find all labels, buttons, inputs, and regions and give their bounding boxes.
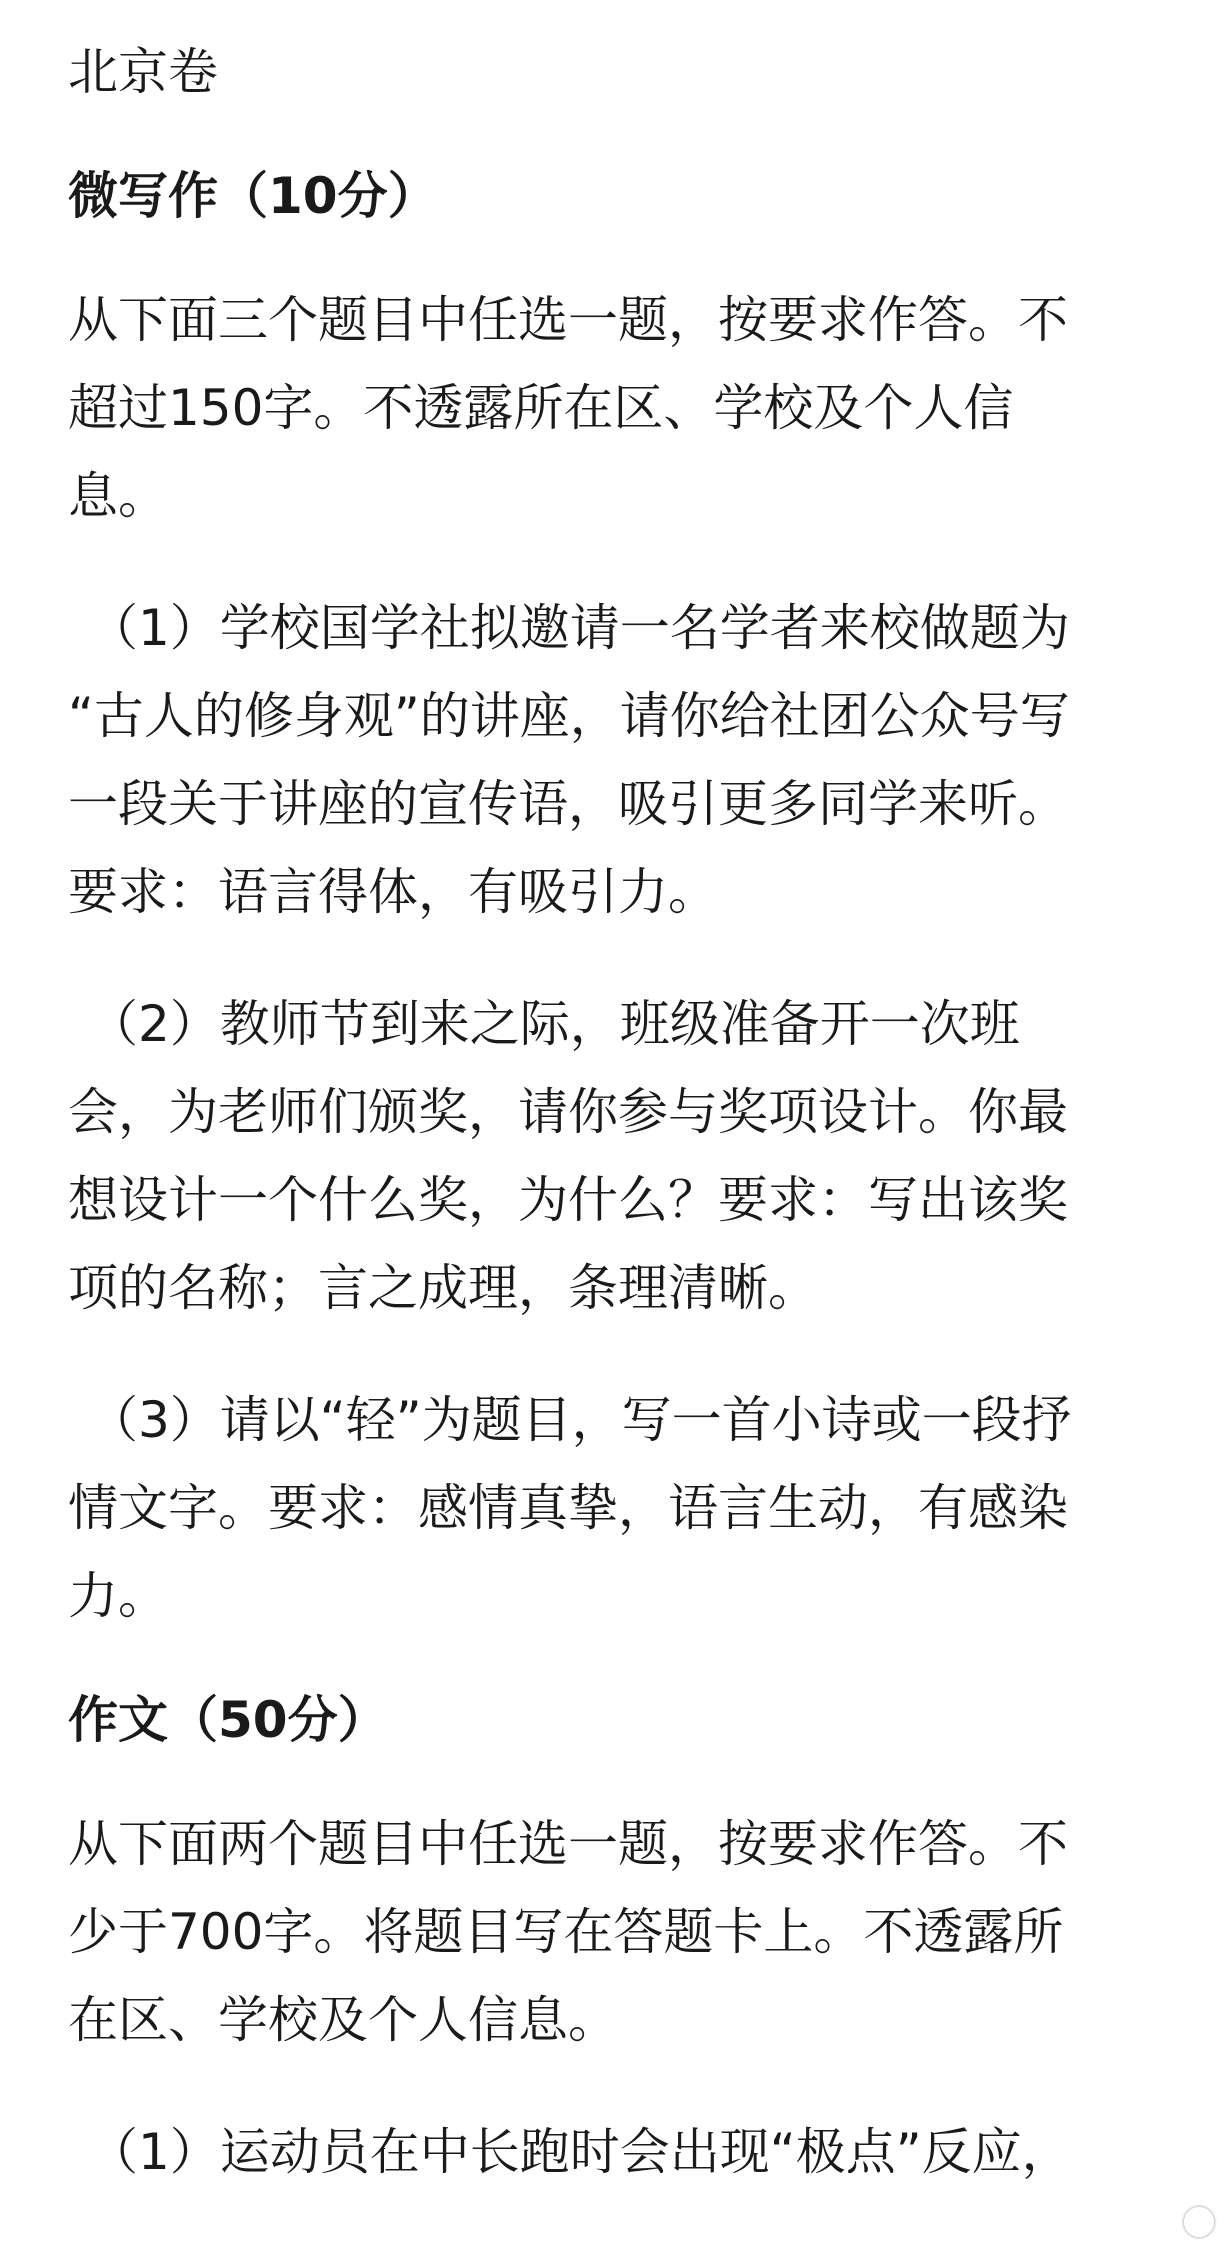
text-line: （3）请以“轻”为题目，写一首小诗或一段抒	[88, 1391, 1072, 1449]
text-line: 在区、学校及个人信息。	[68, 1991, 618, 2049]
text-line: 超过150字。不透露所在区、学校及个人信	[68, 379, 1014, 437]
text-line: 情文字。要求：感情真挚，语言生动，有感染	[68, 1479, 1068, 1537]
watermark	[1184, 2207, 1214, 2237]
text-line: 少于700字。将题目写在答题卡上。不透露所	[68, 1903, 1064, 1961]
text-line: 项的名称；言之成理，条理清晰。	[68, 1259, 818, 1317]
text-line: （1）学校国学社拟邀请一名学者来校做题为	[88, 599, 1070, 657]
text-line: 从下面两个题目中任选一题，按要求作答。不	[68, 1815, 1068, 1873]
micro-question-3	[68, 1376, 1170, 1640]
text-line: 一段关于讲座的宣传语，吸引更多同学来听。	[68, 775, 1068, 833]
text-line: （2）教师节到来之际，班级准备开一次班	[88, 995, 1020, 1053]
micro-question-1	[68, 584, 1170, 936]
text-line: 想设计一个什么奖，为什么？要求：写出该奖	[68, 1171, 1068, 1229]
text-line: （1）运动员在中长跑时会出现“极点”反应，	[88, 2123, 1072, 2181]
micro-writing-instructions	[68, 276, 1170, 540]
document-title: 北京卷	[68, 43, 218, 101]
text-line: 息。	[68, 467, 168, 525]
essay-question-1	[68, 2108, 1170, 2196]
essay-instructions	[68, 1800, 1170, 2064]
essay-heading: 作文（50分）	[68, 1691, 388, 1749]
micro-question-2	[68, 980, 1170, 1332]
micro-writing-heading: 微写作（10分）	[68, 167, 438, 225]
circle-logo-icon	[1184, 2207, 1214, 2237]
text-line: 力。	[68, 1567, 168, 1625]
text-line: 会，为老师们颁奖，请你参与奖项设计。你最	[68, 1083, 1068, 1141]
text-line: “古人的修身观”的讲座，请你给社团公众号写	[68, 687, 1070, 745]
text-line: 要求：语言得体，有吸引力。	[68, 863, 718, 921]
text-line: 从下面三个题目中任选一题，按要求作答。不	[68, 291, 1068, 349]
